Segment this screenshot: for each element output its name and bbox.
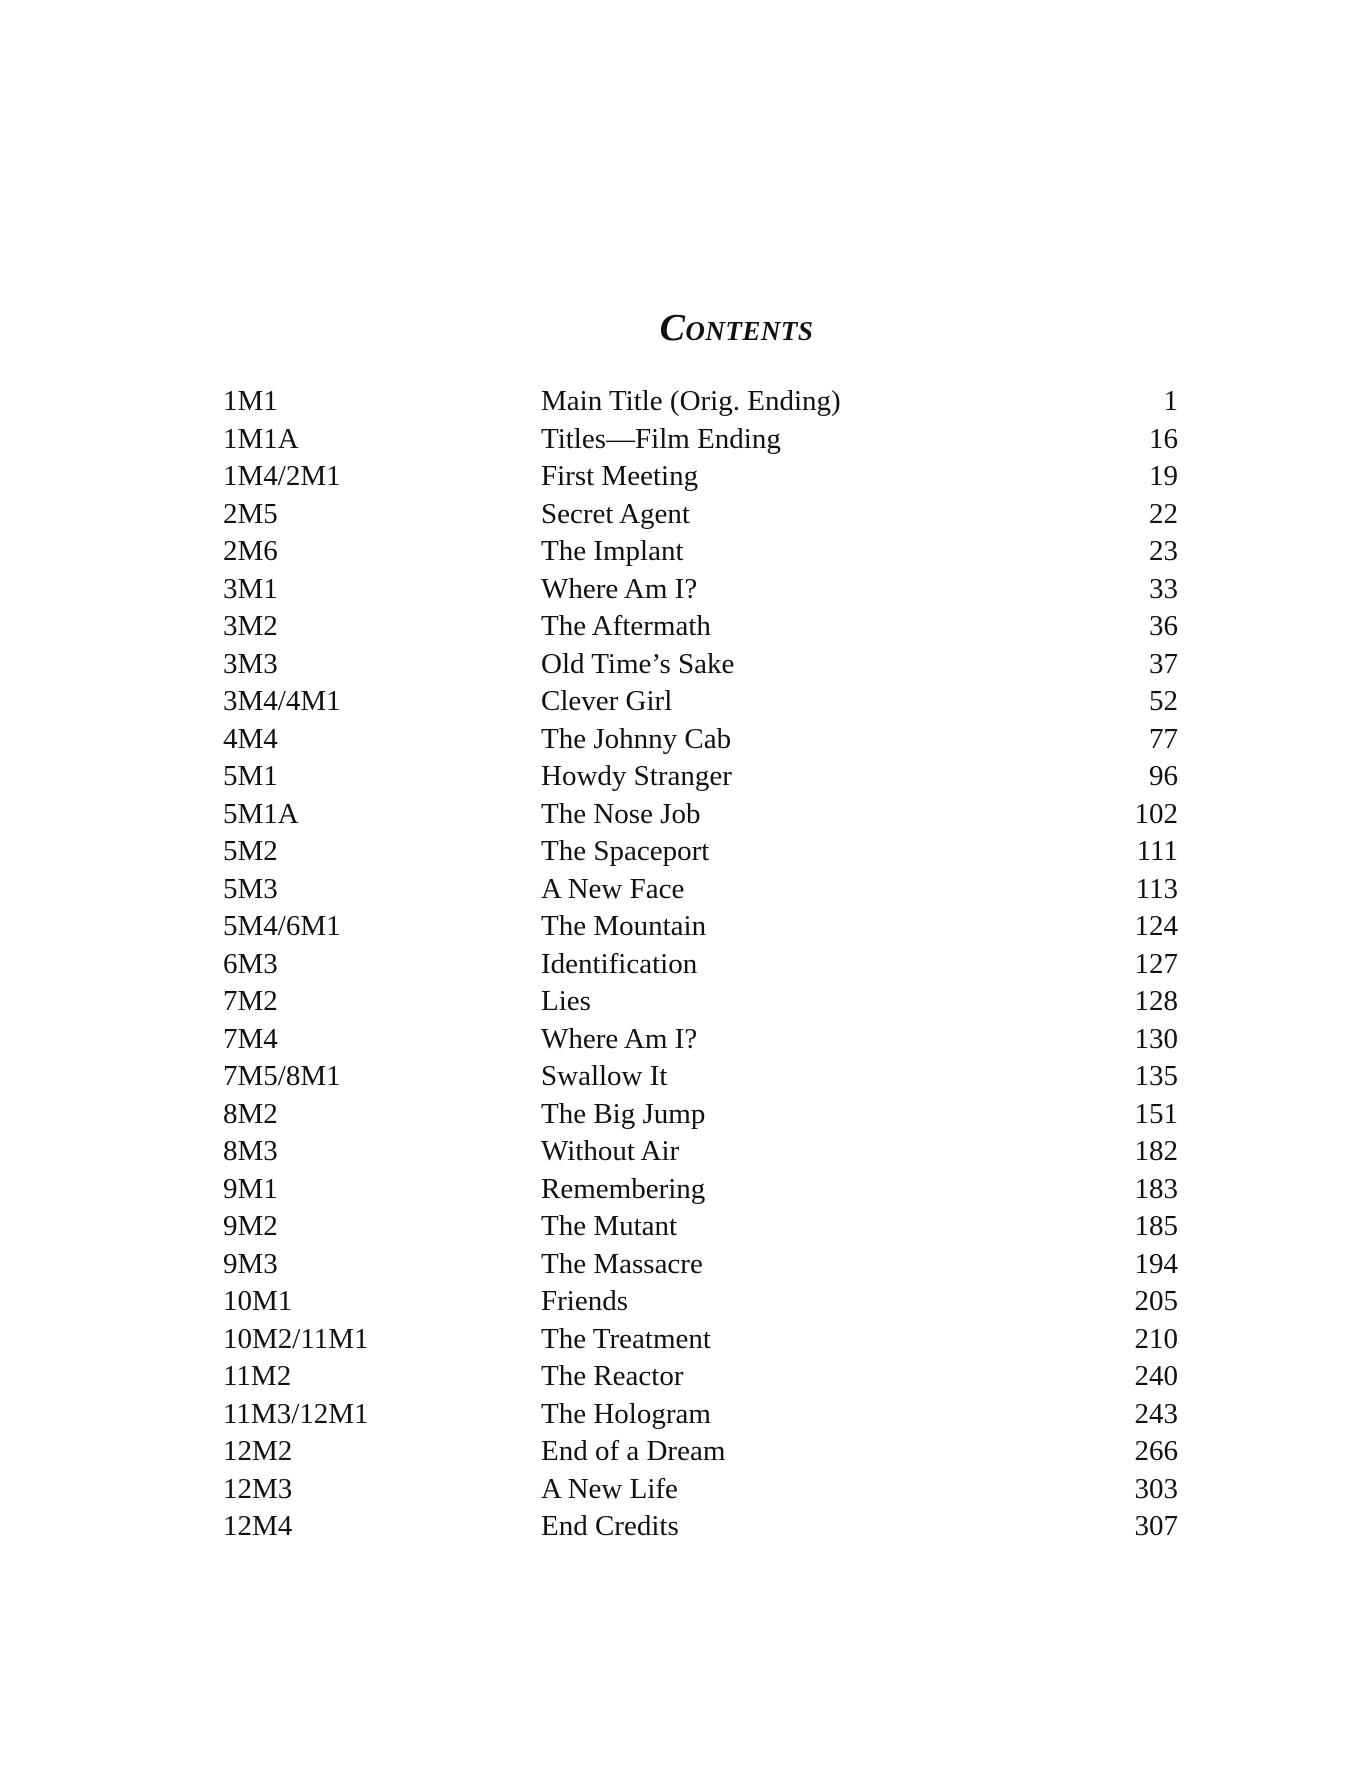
page-number: 22 xyxy=(1149,497,1178,530)
cue-title: Remembering xyxy=(541,1172,706,1205)
page-number: 127 xyxy=(1134,947,1178,980)
page-number: 102 xyxy=(1134,797,1178,830)
page-number: 130 xyxy=(1134,1022,1178,1055)
cue-title: A New Face xyxy=(541,872,685,905)
page-number: 128 xyxy=(1134,985,1178,1017)
toc-entry xyxy=(223,871,1178,909)
cue-title: The Massacre xyxy=(541,1247,703,1280)
page-number: 183 xyxy=(1134,1172,1178,1205)
cue-number: 5M1 xyxy=(223,760,278,792)
cue-number: 10M2/11M1 xyxy=(223,1322,369,1355)
cue-number: 5M2 xyxy=(223,835,278,867)
cue-title: The Hologram xyxy=(541,1397,711,1430)
toc-entry xyxy=(223,1171,1178,1209)
page-number: 96 xyxy=(1149,760,1178,792)
cue-title: The Big Jump xyxy=(541,1097,706,1130)
toc-entry xyxy=(223,1283,1178,1321)
page-number: 205 xyxy=(1134,1285,1178,1317)
toc-entry xyxy=(223,383,1178,421)
page-number: 19 xyxy=(1149,460,1178,492)
cue-title: Main Title (Orig. Ending) xyxy=(541,385,841,417)
toc-entry xyxy=(223,1433,1178,1471)
cue-title: Titles—Film Ending xyxy=(541,422,781,455)
toc-entry xyxy=(223,1321,1178,1359)
cue-number: 11M2 xyxy=(223,1360,292,1392)
cue-number: 3M1 xyxy=(223,572,278,605)
cue-title: Where Am I? xyxy=(541,1022,698,1055)
toc-entry xyxy=(223,1246,1178,1284)
cue-title: The Mountain xyxy=(541,910,707,942)
toc-entry xyxy=(223,1396,1178,1434)
page-number: 111 xyxy=(1136,835,1178,867)
cue-title: Secret Agent xyxy=(541,497,690,530)
cue-number: 2M6 xyxy=(223,535,278,567)
page-number: 1 xyxy=(1163,385,1178,417)
cue-number: 8M3 xyxy=(223,1135,278,1167)
toc-entry xyxy=(223,1021,1178,1059)
toc-entry xyxy=(223,796,1178,834)
cue-title: Identification xyxy=(541,947,698,980)
page-number: 240 xyxy=(1134,1360,1178,1392)
page-number: 151 xyxy=(1134,1097,1178,1130)
page-number: 307 xyxy=(1134,1510,1178,1542)
cue-title: The Treatment xyxy=(541,1322,711,1355)
toc-entry xyxy=(223,1508,1178,1546)
cue-title: Lies xyxy=(541,985,591,1017)
page-number: 266 xyxy=(1134,1435,1178,1467)
toc-entry xyxy=(223,721,1178,759)
cue-title: Old Time’s Sake xyxy=(541,647,735,680)
toc-entry xyxy=(223,608,1178,646)
toc-entry xyxy=(223,1133,1178,1171)
page-number: 77 xyxy=(1149,722,1178,755)
cue-title: The Spaceport xyxy=(541,835,710,867)
cue-title: A New Life xyxy=(541,1472,678,1505)
toc-entry xyxy=(223,946,1178,984)
toc-entry xyxy=(223,421,1178,459)
cue-number: 5M1A xyxy=(223,797,299,830)
cue-title: Swallow It xyxy=(541,1060,668,1092)
cue-number: 12M2 xyxy=(223,1435,293,1467)
toc-entry xyxy=(223,833,1178,871)
toc-entry xyxy=(223,683,1178,721)
cue-number: 8M2 xyxy=(223,1097,278,1130)
page-number: 36 xyxy=(1149,610,1178,642)
cue-number: 3M2 xyxy=(223,610,278,642)
cue-number: 5M3 xyxy=(223,872,278,905)
page-number: 243 xyxy=(1134,1397,1178,1430)
page-number: 194 xyxy=(1134,1247,1178,1280)
cue-number: 3M3 xyxy=(223,647,278,680)
toc-entry xyxy=(223,571,1178,609)
cue-title: Howdy Stranger xyxy=(541,760,732,792)
page-number: 52 xyxy=(1149,685,1178,717)
page-number: 210 xyxy=(1134,1322,1178,1355)
cue-number: 7M4 xyxy=(223,1022,278,1055)
toc-entry xyxy=(223,908,1178,946)
page-number: 23 xyxy=(1149,535,1178,567)
toc-entry xyxy=(223,1471,1178,1509)
cue-number: 1M4/2M1 xyxy=(223,460,341,492)
cue-number: 12M3 xyxy=(223,1472,293,1505)
page-title: Contents xyxy=(659,307,814,350)
cue-title: The Reactor xyxy=(541,1360,684,1392)
cue-title: The Mutant xyxy=(541,1210,678,1242)
toc-entry xyxy=(223,758,1178,796)
cue-number: 9M2 xyxy=(223,1210,278,1242)
cue-title: End of a Dream xyxy=(541,1435,726,1467)
toc-entry xyxy=(223,458,1178,496)
cue-title: The Nose Job xyxy=(541,797,701,830)
cue-number: 2M5 xyxy=(223,497,278,530)
page-number: 37 xyxy=(1149,647,1178,680)
cue-title: Where Am I? xyxy=(541,572,698,605)
page-number: 16 xyxy=(1149,422,1178,455)
toc-entry xyxy=(223,533,1178,571)
cue-title: First Meeting xyxy=(541,460,699,492)
cue-title: The Aftermath xyxy=(541,610,711,642)
page-number: 185 xyxy=(1134,1210,1178,1242)
cue-number: 1M1A xyxy=(223,422,299,455)
cue-title: Friends xyxy=(541,1285,628,1317)
cue-number: 9M1 xyxy=(223,1172,278,1205)
page-number: 33 xyxy=(1149,572,1178,605)
toc-entry xyxy=(223,1208,1178,1246)
cue-title: End Credits xyxy=(541,1510,679,1542)
cue-number: 4M4 xyxy=(223,722,278,755)
toc-entry xyxy=(223,496,1178,534)
cue-title: Clever Girl xyxy=(541,685,673,717)
cue-title: The Johnny Cab xyxy=(541,722,732,755)
toc-entry xyxy=(223,1058,1178,1096)
cue-number: 10M1 xyxy=(223,1285,293,1317)
cue-title: Without Air xyxy=(541,1135,680,1167)
cue-number: 9M3 xyxy=(223,1247,278,1280)
table-of-contents xyxy=(223,383,1178,1546)
page-number: 135 xyxy=(1134,1060,1178,1092)
page-number: 124 xyxy=(1134,910,1178,942)
toc-entry xyxy=(223,1358,1178,1396)
toc-entry xyxy=(223,1096,1178,1134)
cue-number: 5M4/6M1 xyxy=(223,910,341,942)
page-number: 303 xyxy=(1134,1472,1178,1505)
toc-entry xyxy=(223,646,1178,684)
cue-number: 6M3 xyxy=(223,947,278,980)
toc-entry xyxy=(223,983,1178,1021)
cue-number: 1M1 xyxy=(223,385,278,417)
cue-number: 7M2 xyxy=(223,985,278,1017)
cue-number: 3M4/4M1 xyxy=(223,685,341,717)
page-number: 113 xyxy=(1135,872,1178,905)
cue-number: 11M3/12M1 xyxy=(223,1397,369,1430)
cue-number: 7M5/8M1 xyxy=(223,1060,341,1092)
cue-number: 12M4 xyxy=(223,1510,293,1542)
cue-title: The Implant xyxy=(541,535,684,567)
page-number: 182 xyxy=(1134,1135,1178,1167)
